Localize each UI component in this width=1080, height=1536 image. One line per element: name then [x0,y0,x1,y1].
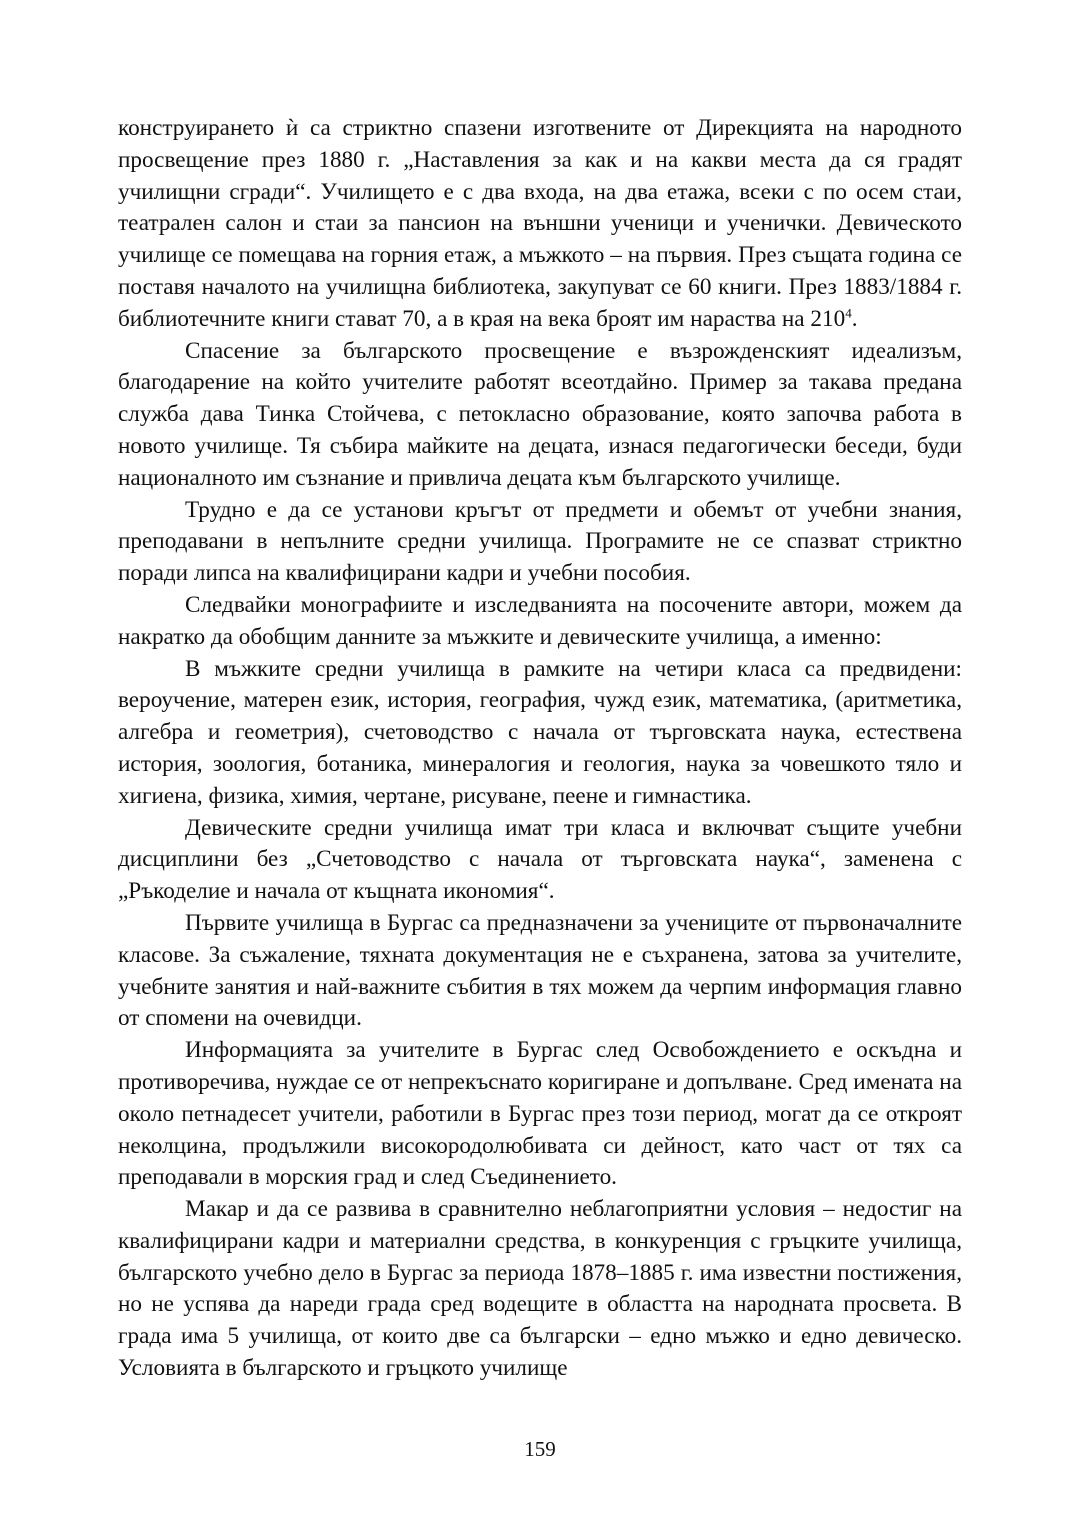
paragraph-4: Следвайки монографиите и изследванията на посочените автори, можем да накратко да обобщим данните за мъжките и девическите училища, а именно: [118,591,962,650]
paragraph-8: Информацията за учителите в Бургас след Освобождението е оскъдна и противоречива, нуждае се от непрекъснато коригиране и допълване. Сред имената на около петнадесет учители, работили в Бургас през този период, могат да се откроят неколцина, продължили високородолюбивата си дейност, като част от тях са преподавали в морския град и след Съединението. [118,1037,962,1191]
paragraph-3: Трудно е да се установи кръгът от предмети и обемът от учебни знания, преподавани в непълните средни училища. Програмите не се спазват стриктно поради липса на квалифицирани кадри и учебни пособия. [118,496,962,587]
page-number: 159 [524,1437,556,1461]
paragraph-1-text: конструирането ѝ са стриктно спазени изготвените от Дирекцията на народното просвещение през 1880 г. „Наставления за как и на какви места да ся градят училищни сгради“. Училището е с два входа, на два етажа, всеки с по осем стаи, театрален салон и стаи за пансион на външни ученици и ученички. Девическото училище се помещава на горния етаж, а мъжкото – на първия. През същата година се поставя началото на училищна библиотека, закупуват се 60 книги. През 1883/1884 г. библиотечните книги стават 70, а в края на века броят им нараства на 210 [118,115,962,332]
paragraph-6: Девическите средни училища имат три класа и включват същите учебни дисциплини без „Счетоводство с начала от търговската наука“, заменена с „Ръкоделие и начала от къщната икономия“. [118,814,962,905]
footnote-marker-4: 4 [845,305,852,321]
paragraph-5: В мъжките средни училища в рамките на четири класа са предвидени: вероучение, матерен език, история, география, чужд език, математика, (аритметика, алгебра и геометрия), счетоводство с начала от търговската наука, естествена история, зоология, ботаника, минералогия и геология, наука за човешкото тяло и хигиена, физика, химия, чертане, рисуване, пеене и гимнастика. [118,655,962,809]
paragraph-7: Първите училища в Бургас са предназначени за учениците от първоначалните класове. За съжаление, тяхната документация не е съхранена, затова за учителите, учебните занятия и най-важните събития в тях можем да черпим информация главно от спомени на очевидци. [118,909,962,1032]
paragraph-1-end: . [851,305,858,332]
paragraph-9: Макар и да се развива в сравнително неблагоприятни условия – недостиг на квалифицирани кадри и материални средства, в конкуренция с гръцките училища, българското учебно дело в Бургас за периода 1878–1885 г. има известни постижения, но не успява да нареди града сред водещите в областта на народната просвета. В града има 5 училища, от които две са български – едно мъжко и едно девическо. Условията в българското и гръцкото училище [118,1196,962,1382]
paragraph-2: Спасение за българското просвещение е възрожденският идеализъм, благодарение на който учителите работят всеотдайно. Пример за такава предана служба дава Тинка Стойчева, с петокласно образование, която започва работа в новото училище. Тя събира майките на децата, изнася педагогически беседи, буди националното им съзнание и привлича децата към българското училище. [118,337,962,491]
document-body [118,113,962,1385]
paragraph-1 [118,113,962,336]
